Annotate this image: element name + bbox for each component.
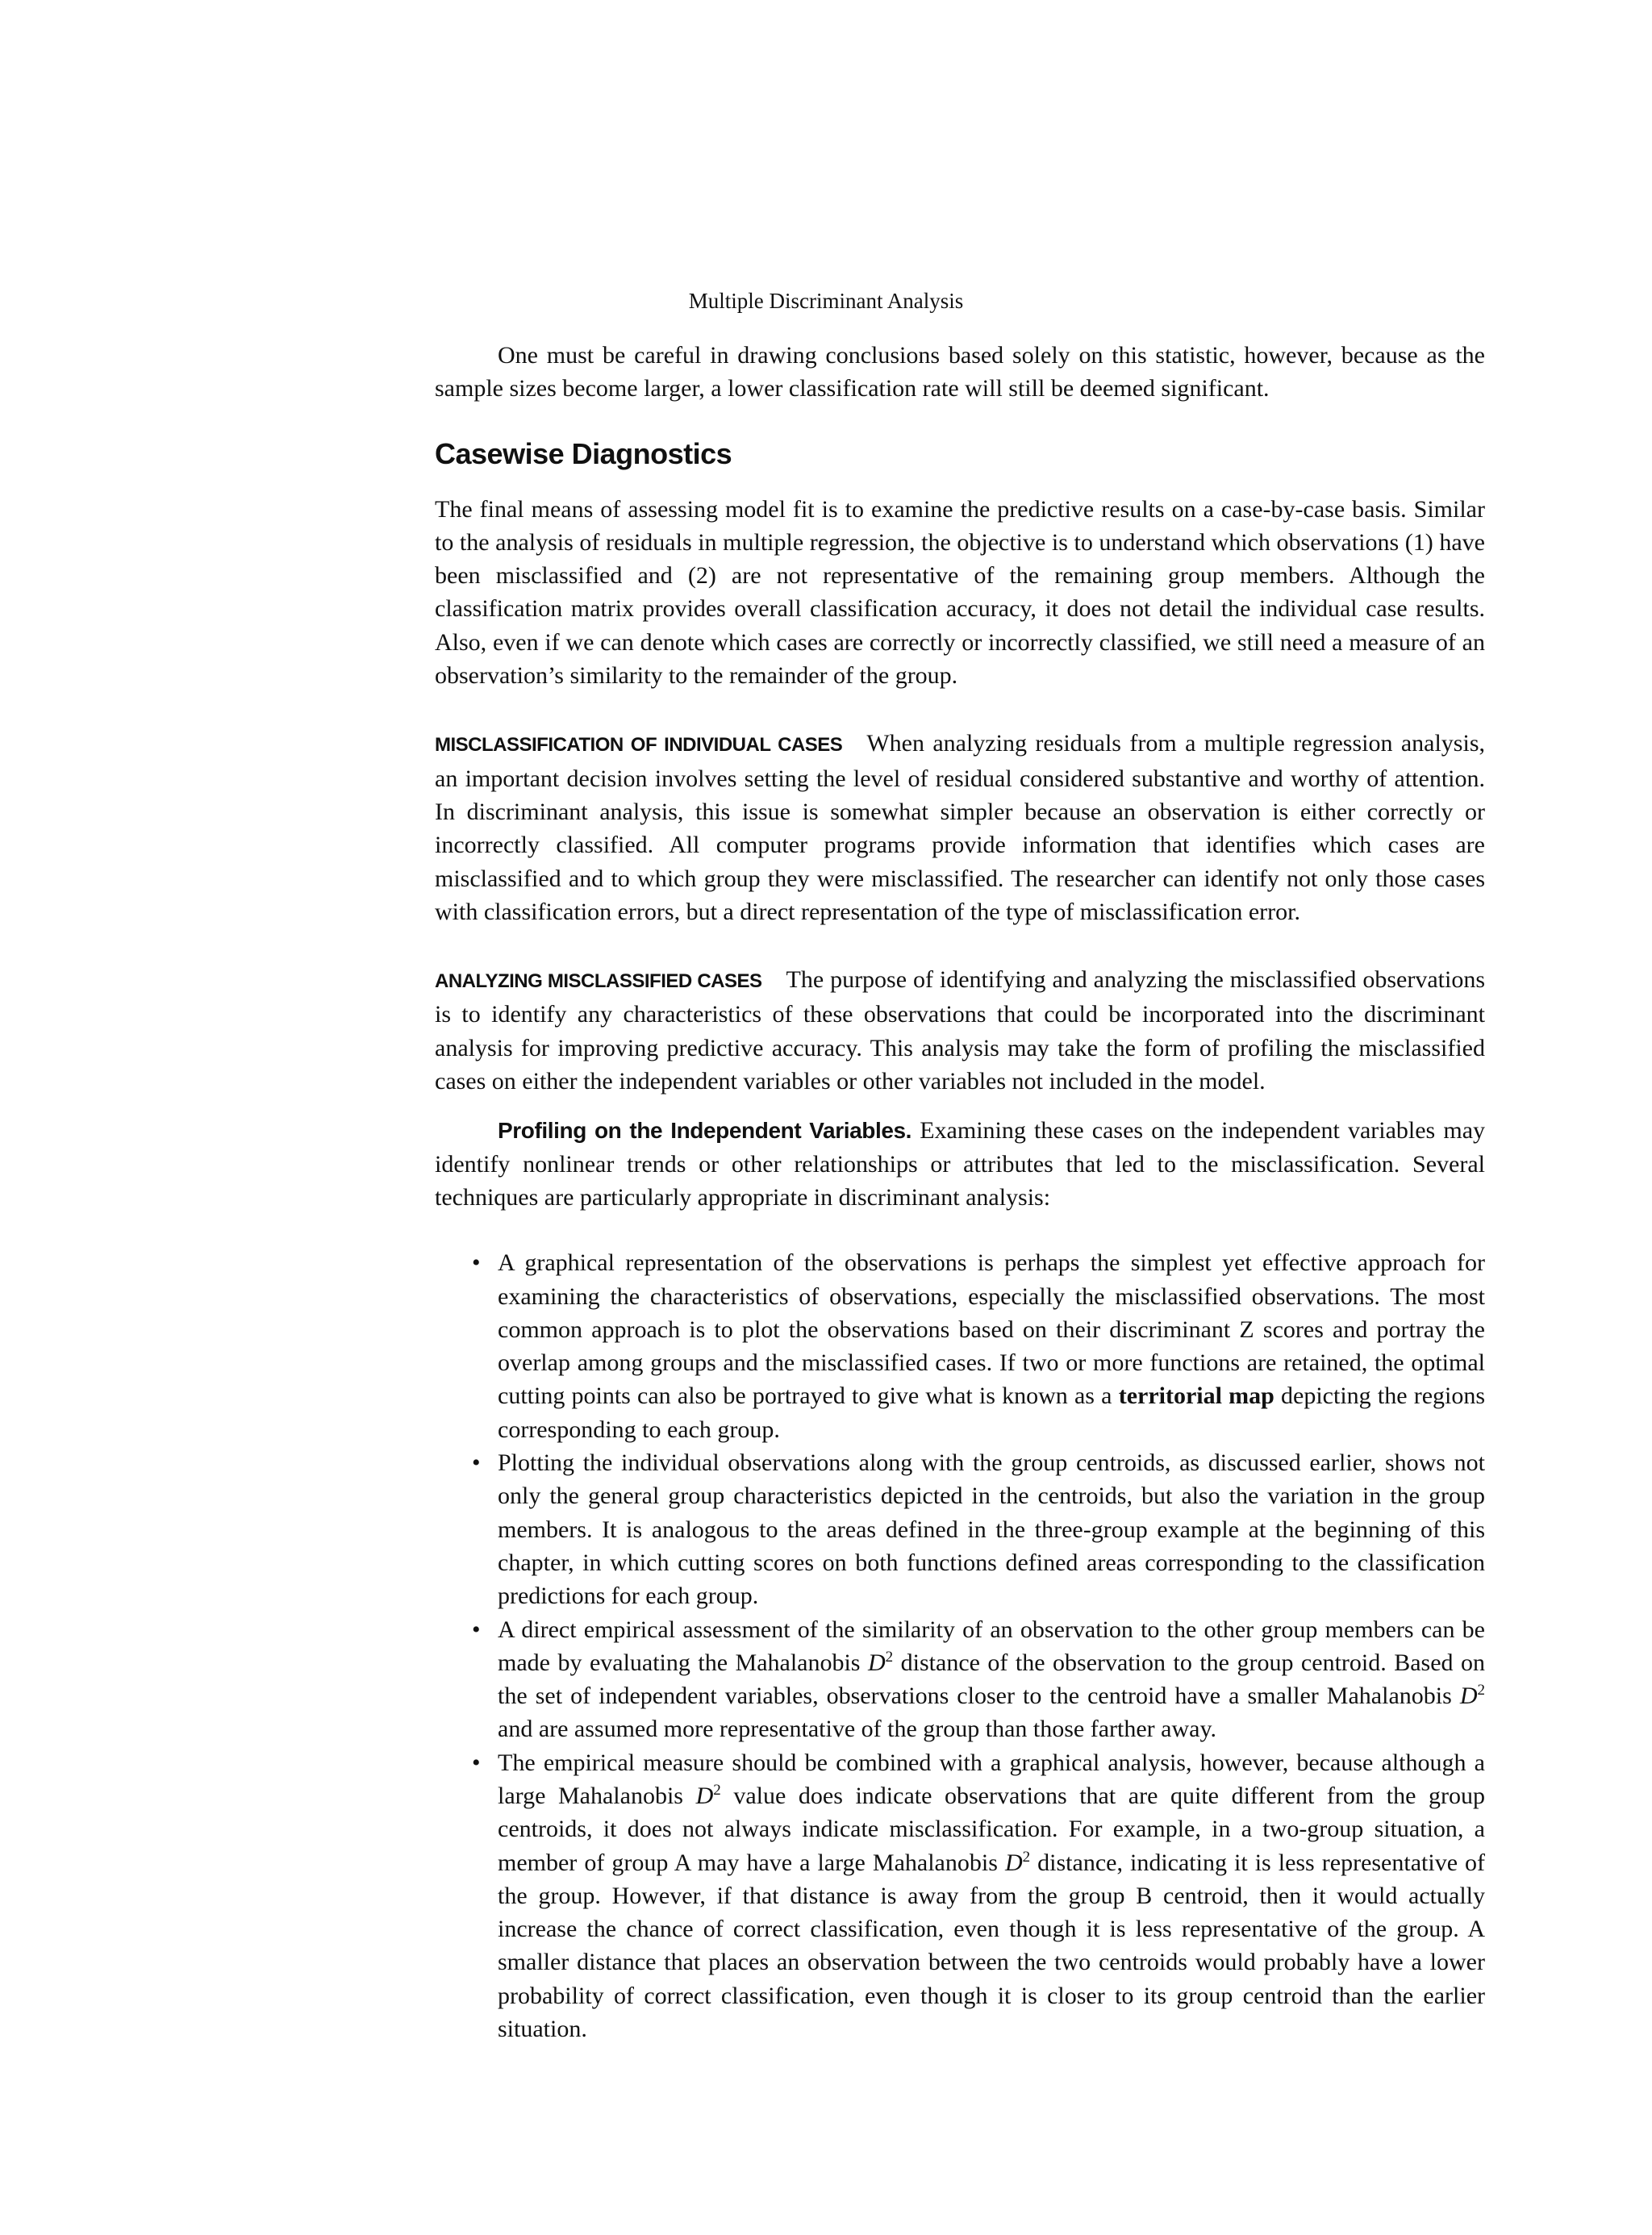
list-item (472, 1613, 1486, 1746)
running-head: Multiple Discriminant Analysis (688, 289, 964, 313)
casewise-diagnostics-paragraph: The final means of assessing model fit is to examine the predictive results on a case-by-case basis. Similar to the analysis of residuals in multiple regression, the objective is to understand which observations (1) have been misclassified and (2) are not representative of the remaining group members. Although the classification matrix provides overall classification accuracy, it does not detail the individual case results. Also, even if we can denote which cases are correctly or incorrectly classified, we still need a measure of an observation’s similarity to the remainder of the group. (435, 495, 1485, 690)
d-exponent: 2 (1477, 1682, 1486, 1699)
profiling-paragraph (435, 1114, 1485, 1214)
d-symbol: D (695, 1782, 714, 1809)
profiling-text: Examining these cases on the independent variables may identify nonlinear trends or other relationships or attributes that led to the misclassification. Several techniques are particularly appropriate in discriminant analysis: (435, 1117, 1486, 1211)
bullet-icon: • (472, 1249, 481, 1277)
analyzing-paragraph (435, 963, 1485, 1098)
bullet-3-text-b: distance of the observation to the group centroid. Based on the set of independent variables, observations closer to the centroid have a smaller Mahalanobis (498, 1649, 1486, 1710)
d-symbol: D (867, 1649, 886, 1676)
bullet-2-text: Plotting the individual observations along with the group centroids, as discussed earlier, shows not only the general group characteristics depicted in the centroids, but also the variation in the group members. It is analogous to the areas defined in the three-group example at the beginning of this chapter, in which cutting scores on both functions defined areas corresponding to the classification predictions for each group. (498, 1449, 1485, 1610)
bullet-icon: • (472, 1616, 481, 1643)
misclassification-paragraph (435, 727, 1485, 928)
bullet-3-text-c: and are assumed more representative of the group than those farther away. (498, 1716, 1217, 1743)
d-exponent: 2 (713, 1781, 721, 1799)
bullet-4-text-b: value does indicate observations that are quite different from the group centroids, it does not always indicate misclassification. For example, in a two-group situation, a member of group A may have a large Mahalanobis (498, 1782, 1486, 1876)
misclassification-heading: MISCLASSIFICATION OF INDIVIDUAL CASES (435, 734, 843, 757)
bullet-1-text-a: A graphical representation of the observations is perhaps the simplest yet effective approach for examining the characteristics of observations, especially the misclassified observations. The most common approach is to plot the observations based on their discriminant Z scores and portray the overlap among groups and the misclassified cases. If two or more functions are retained, the optimal cutting points can also be portrayed to give what is known as a (498, 1249, 1485, 1410)
d-exponent: 2 (885, 1648, 894, 1666)
list-item (472, 1746, 1486, 2046)
page-body (435, 339, 1485, 2045)
bullet-icon: • (472, 1749, 481, 1776)
bullet-icon: • (472, 1449, 481, 1477)
profiling-heading: Profiling on the Independent Variables. (498, 1118, 912, 1144)
analyzing-text: The purpose of identifying and analyzing the misclassified observations is to identify any characteristics of these observations that could be incorporated into the discriminant analysis for improving predictive accuracy. This analysis may take the form of profiling the misclassified cases on either the independent variables or other variables not included in the model. (435, 966, 1485, 1095)
bullet-3-text-a: A direct empirical assessment of the similarity of an observation to the other group members can be made by evaluating the Mahalanobis (498, 1616, 1485, 1676)
d-exponent: 2 (1022, 1848, 1031, 1866)
intro-paragraph: One must be careful in drawing conclusions based solely on this statistic, however, because as the sample sizes become larger, a lower classification rate will still be deemed significant. (435, 342, 1485, 402)
d-symbol: D (1459, 1683, 1478, 1710)
d-symbol: D (1004, 1849, 1023, 1876)
analyzing-heading: ANALYZING MISCLASSIFIED CASES (435, 970, 762, 993)
list-item (472, 1246, 1486, 1446)
bullet-4-text-a: The empirical measure should be combined with a graphical analysis, however, because although a large Mahalanobis (498, 1749, 1485, 1809)
misclassification-text: When analyzing residuals from a multiple regression analysis, an important decision involves setting the level of residual considered substantive and worthy of attention. In discriminant analysis, this issue is somewhat simpler because an observation is either correctly or incorrectly classified. All computer programs provide information that identifies which cases are misclassified and to which group they were misclassified. The researcher can identify not only those cases with classification errors, but a direct representation of the type of misclassification error. (435, 730, 1485, 925)
section-heading-casewise-diagnostics: Casewise Diagnostics (435, 436, 732, 470)
techniques-list (435, 1246, 1485, 2045)
bullet-1-term: territorial map (1118, 1382, 1274, 1410)
list-item (472, 1446, 1485, 1612)
bullet-4-text-c: distance, indicating it is less representative of the group. However, if that distance is away from the group B centroid, then it would actually increase the chance of correct classification, even though it is less representative of the group. A smaller distance that places an observation between the two centroids would probably have a lower probability of correct classification, even though it is closer to its group centroid than the earlier situation. (498, 1849, 1486, 2043)
bullet-1-text-b: depicting the regions corresponding to each group. (498, 1382, 1486, 1443)
